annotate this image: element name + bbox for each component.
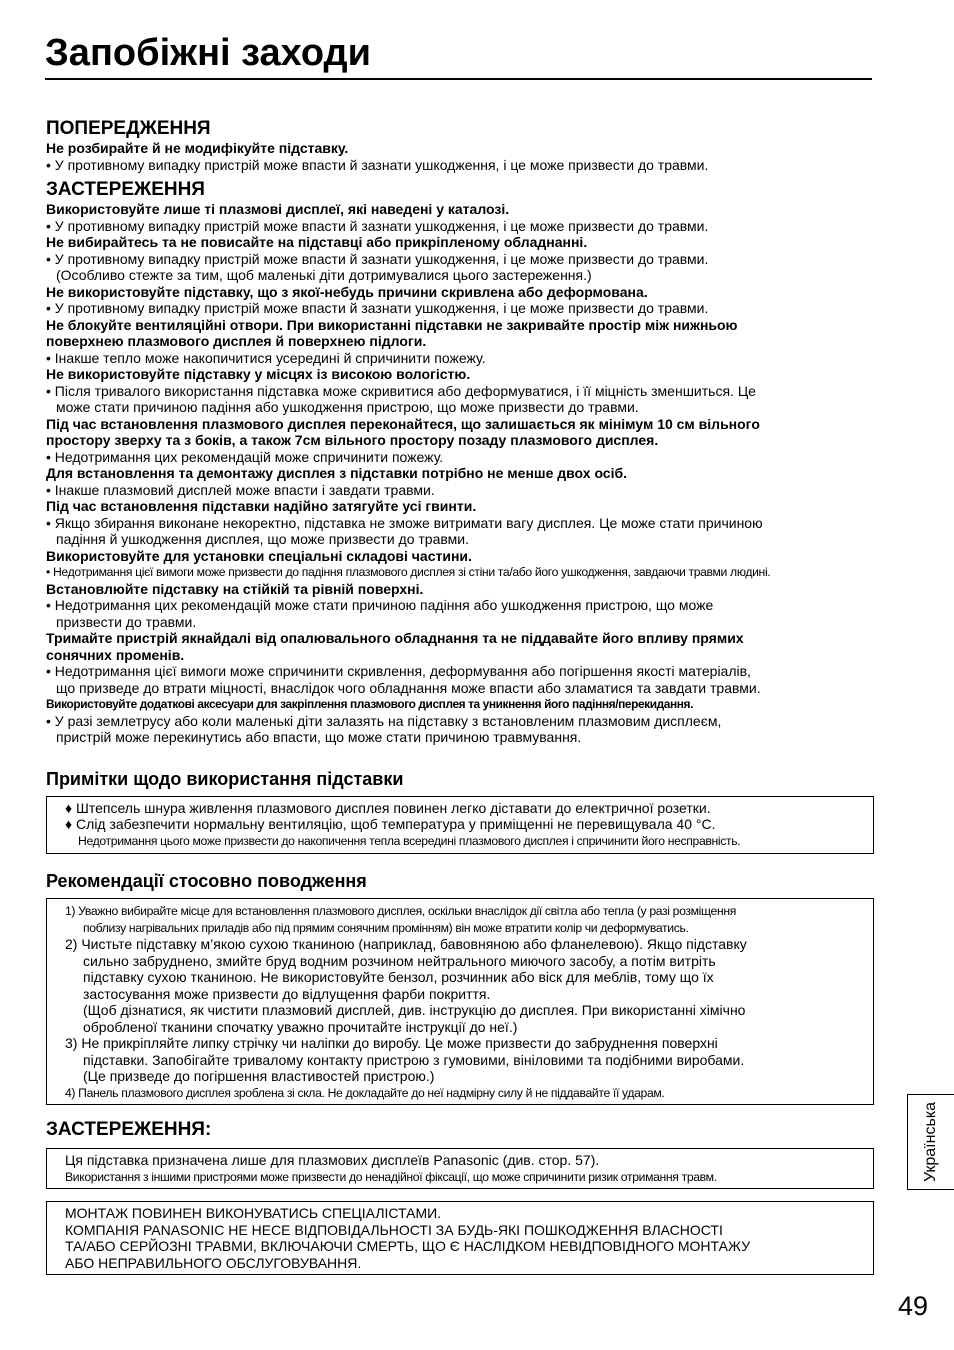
- caution-consequence: • Після тривалого використання підставка може скривитися або деформуватися, і її міцність зменшиться. Це: [46, 382, 756, 399]
- warning-rule: Не розбирайте й не модифікуйте підставку.: [46, 140, 349, 156]
- note-item: ♦ Штепсель шнура живлення плазмового дисплея повинен легко діставати до електричної розетки.: [65, 799, 711, 816]
- care-heading: Рекомендації стосовно поводження: [46, 871, 367, 891]
- install-notice-line: КОМПАНІЯ PANASONIC НЕ НЕСЕ ВІДПОВІДАЛЬНОСТІ ЗА БУДЬ-ЯКІ ПОШКОДЖЕННЯ ВЛАСНОСТІ: [65, 1221, 723, 1238]
- caution2-box: [46, 1148, 874, 1189]
- caution-consequence: • Недотримання цих рекомендацій може стати причиною падіння або ушкодження пристрою, що може: [46, 597, 714, 613]
- caution-consequence: • Якщо збирання виконане некоректно, підставка не зможе витримати вагу дисплея. Це може стати причиною: [46, 514, 763, 531]
- caution-consequence: • Недотримання цієї вимоги може спричинити скривлення, деформування або погіршення якості матеріалів,: [46, 663, 751, 679]
- care-item: (Щоб дізнатися, як чистити плазмовий дисплей, див. інструкцію до дисплея. При використанні хімічно: [83, 1002, 746, 1018]
- caution-consequence: • Інакше тепло може накопичитися усередині й спричинити пожежу.: [46, 349, 486, 366]
- page-title: Запобіжні заходи: [45, 30, 872, 80]
- care-item: 1) Уважно вибирайте місце для встановлення плазмового дисплея, оскільки внаслідок дії світла або тепла (у разі розміщення: [65, 904, 736, 918]
- caution-consequence: • У разі землетрусу або коли маленькі діти залазять на підставку з встановленим плазмовим дисплеєм,: [46, 712, 722, 729]
- care-item: сильно забруднено, змийте бруд водним розчином нейтрального миючого засобу, а потім витріть: [83, 952, 716, 969]
- caution-rule: Використовуйте додаткові аксесуари для закріплення плазмового дисплея та уникнення його падіння/перекидання.: [46, 697, 693, 711]
- install-notice-box: [46, 1201, 874, 1275]
- caution-rule: поверхнею плазмового дисплея й поверхнею підлоги.: [46, 333, 427, 349]
- caution-consequence: що призведе до втрати міцності, внаслідок чого обладнання може впасти або зламатися та завдати травми.: [56, 679, 761, 696]
- caution-rule: Для встановлення та демонтажу дисплея з підставки потрібно не менше двох осіб.: [46, 465, 628, 481]
- care-section: [46, 870, 874, 1105]
- warning-heading: ПОПЕРЕДЖЕННЯ: [46, 118, 211, 139]
- install-notice-line: ТА/АБО СЕРЙОЗНІ ТРАВМИ, ВКЛЮЧАЮЧИ СМЕРТЬ, ЩО Є НАСЛІДКОМ НЕВІДПОВІДНОГО МОНТАЖУ: [65, 1238, 751, 1254]
- notes-box: [46, 796, 874, 855]
- caution-rule: Під час встановлення плазмового дисплея переконайтеся, що залишається як мінімум 10 см вільного: [46, 415, 760, 432]
- caution-consequence: пристрій може перекинутись або впасти, що може стати причиною травмування.: [56, 729, 582, 745]
- caution-rule: Встановлюйте підставку на стійкій та рівній поверхні.: [46, 580, 424, 597]
- caution-rule: Не блокуйте вентиляційні отвори. При використанні підставки не закривайте простір між нижньою: [46, 316, 738, 333]
- caution2-line: Ця підставка призначена лише для плазмових дисплеїв Panasonic (див. стор. 57).: [65, 1152, 600, 1168]
- caution-consequence: призвести до травми.: [56, 613, 197, 630]
- caution-consequence: (Особливо стежте за тим, щоб маленькі діти дотримувалися цього застереження.): [56, 267, 592, 283]
- care-item: 4) Панель плазмового дисплея зроблена зі скла. Не докладайте до неї надмірну силу й не піддавайте її ударам.: [65, 1085, 665, 1100]
- caution-rule: Не використовуйте підставку у місцях із високою вологістю.: [46, 366, 471, 382]
- warning-section: [46, 118, 874, 173]
- note-item-detail: Недотримання цього може призвести до накопичення тепла всередині плазмового дисплея і спричинити його несправність.: [78, 833, 741, 848]
- language-tab-label: Українська: [922, 1101, 940, 1183]
- caution-rule: Тримайте пристрій якнайдалі від опалювального обладнання та не піддавайте його впливу прямих: [46, 630, 744, 646]
- caution-rule: Під час встановлення підставки надійно затягуйте усі гвинти.: [46, 498, 477, 514]
- caution-heading: ЗАСТЕРЕЖЕННЯ: [46, 179, 205, 200]
- caution-consequence: • Недотримання цих рекомендацій може спричинити пожежу.: [46, 448, 444, 465]
- page-content: [46, 118, 874, 1275]
- caution-consequence: • У противному випадку пристрій може впасти й зазнати ушкодження, і це може призвести до травми.: [46, 300, 709, 316]
- caution-rule: сонячних променів.: [46, 646, 185, 663]
- language-tab: [907, 1094, 954, 1190]
- care-item: 3) Не прикріпляйте липку стрічку чи наліпки до виробу. Це може призвести до забруднення поверхні: [65, 1035, 718, 1051]
- install-notice-line: МОНТАЖ ПОВИНЕН ВИКОНУВАТИСЬ СПЕЦІАЛІСТАМИ.: [65, 1205, 442, 1221]
- care-item: обробленої тканини спочатку уважно прочитайте інструкції до неї.): [83, 1018, 518, 1035]
- caution-consequence: • У противному випадку пристрій може впасти й зазнати ушкодження, і це може призвести до травми.: [46, 217, 709, 234]
- caution2-heading: ЗАСТЕРЕЖЕННЯ:: [46, 1119, 212, 1140]
- care-item: підставки. Запобігайте тривалому контакту пристрою з гумовими, вініловими та подібними виробами.: [83, 1051, 745, 1068]
- caution-consequence: • У противному випадку пристрій може впасти й зазнати ушкодження, і це може призвести до травми.: [46, 250, 709, 267]
- caution-consequence: може стати причиною падіння або ушкодження пристрою, що може призвести до травми.: [56, 399, 639, 415]
- install-notice-line: АБО НЕПРАВИЛЬНОГО ОБСЛУГОВУВАННЯ.: [65, 1254, 362, 1271]
- notes-section: [46, 768, 874, 855]
- caution-section: [46, 179, 874, 746]
- caution-consequence: • Недотримання цієї вимоги може призвести до падіння плазмового дисплея зі стіни та/або його ушкодження, завдаючи травми людині.: [46, 565, 771, 579]
- caution-consequence: • Інакше плазмовий дисплей може впасти і завдати травми.: [46, 481, 435, 498]
- care-item: (Це призведе до погіршення властивостей пристрою.): [83, 1068, 435, 1084]
- caution-rule: Не використовуйте підставку, що з якої-небудь причини скривлена або деформована.: [46, 283, 648, 300]
- care-item: 2) Чистьте підставку м’якою сухою тканиною (наприклад, бавовняною або фланелевою). Якщо підставку: [65, 936, 747, 952]
- care-item: застосування може призвести до відлущення фарби покриття.: [83, 985, 491, 1002]
- care-item: поблизу нагрівальних приладів або під прямим сонячним промінням) він може втратити колір чи деформуватись.: [83, 920, 689, 935]
- page-number: 49: [897, 1291, 928, 1321]
- caution2-line: Використання з іншими пристроями може призвести до ненадійної фіксації, що може спричинити ризик отримання травм.: [65, 1169, 717, 1184]
- note-item: ♦ Слід забезпечити нормальну вентиляцію, щоб температура у приміщенні не перевищувала 40 °C.: [65, 816, 716, 832]
- care-item: підставку сухою тканиною. Не використовуйте бензол, розчинник або віск для меблів, тому що їх: [83, 969, 714, 985]
- caution-rule: Використовуйте лише ті плазмові дисплеї, які наведені у каталозі.: [46, 201, 510, 217]
- caution-rule: Не вибирайтесь та не повисайте на підставці або прикріпленому обладнанні.: [46, 234, 588, 250]
- care-box: [46, 898, 874, 1105]
- warning-consequence: • У противному випадку пристрій може впасти й зазнати ушкодження, і це може призвести до травми.: [46, 156, 709, 173]
- notes-heading: Примітки щодо використання підставки: [46, 768, 404, 789]
- caution-rule: Використовуйте для установки спеціальні складові частини.: [46, 547, 472, 564]
- caution-consequence: падіння й ушкодження дисплея, що може призвести до травми.: [56, 531, 469, 547]
- caution-rule: простору зверху та з боків, а також 7см вільного простору позаду плазмового дисплея.: [46, 432, 659, 448]
- caution2-section: [46, 1119, 874, 1189]
